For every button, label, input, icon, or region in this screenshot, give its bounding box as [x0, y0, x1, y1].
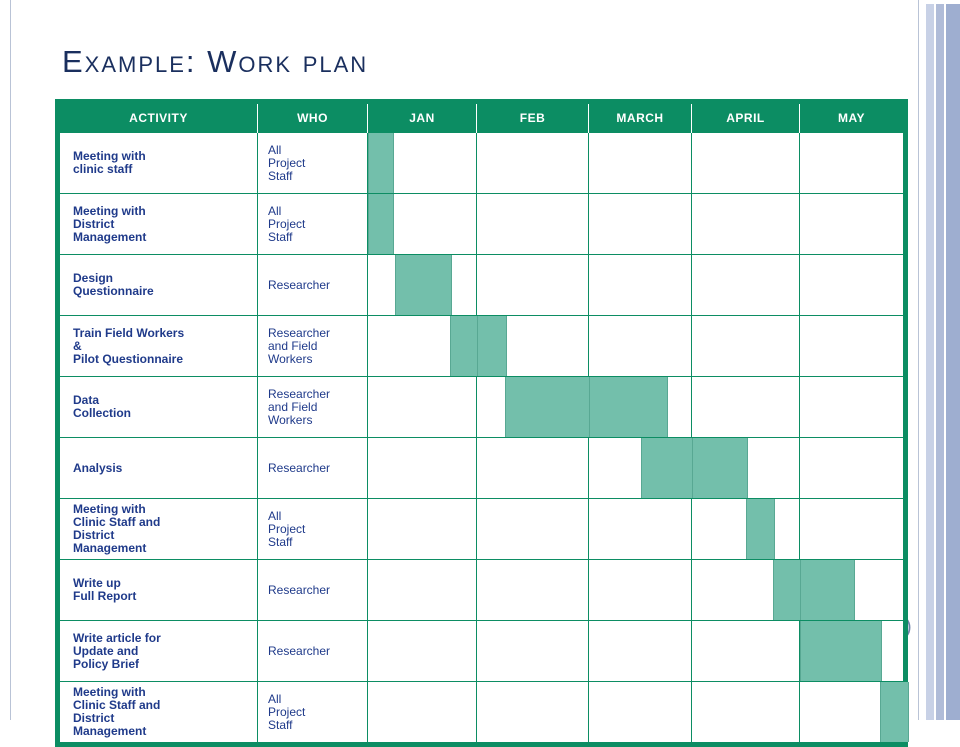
activity-cell: Design Questionnaire [58, 255, 258, 316]
table-row [58, 194, 906, 255]
month-cell-may [800, 499, 906, 560]
table-header-row [58, 102, 906, 133]
gantt-bar [880, 682, 909, 742]
table-row [58, 621, 906, 682]
month-cell-jan [368, 499, 477, 560]
gantt-bar [477, 316, 507, 376]
month-cell-april [692, 377, 800, 438]
month-cell-jan [368, 438, 477, 499]
activity-cell: Analysis [58, 438, 258, 499]
work-plan-table [55, 99, 908, 747]
activity-cell: Write article for Update and Policy Brief [58, 621, 258, 682]
activity-cell: Meeting with District Management [58, 194, 258, 255]
who-cell: All Project Staff [258, 499, 368, 560]
gantt-bar [641, 438, 695, 498]
month-cell-jan [368, 560, 477, 621]
table-row [58, 255, 906, 316]
month-cell-march [589, 255, 692, 316]
month-cell-may [800, 255, 906, 316]
month-cell-april [692, 316, 800, 377]
who-cell: All Project Staff [258, 682, 368, 745]
activity-cell: Meeting with Clinic Staff and District Management [58, 499, 258, 560]
month-cell-march [589, 682, 692, 745]
who-cell: Researcher [258, 621, 368, 682]
month-cell-feb [477, 316, 589, 377]
slide-frame-right [918, 0, 919, 720]
month-cell-march [589, 621, 692, 682]
table-row [58, 133, 906, 194]
month-cell-feb [477, 194, 589, 255]
month-cell-april [692, 499, 800, 560]
gantt-bar [773, 560, 802, 620]
stray-paren-glyph: ) [905, 616, 912, 638]
month-cell-may [800, 560, 906, 621]
month-cell-feb [477, 377, 589, 438]
gantt-bar [368, 133, 394, 193]
who-cell: Researcher [258, 560, 368, 621]
month-cell-march [589, 133, 692, 194]
month-cell-april [692, 438, 800, 499]
gantt-bar [395, 255, 452, 315]
who-cell: Researcher [258, 255, 368, 316]
month-cell-may [800, 133, 906, 194]
month-cell-april [692, 682, 800, 745]
month-cell-jan [368, 194, 477, 255]
gantt-bar [692, 438, 748, 498]
slide-frame-left [10, 0, 11, 720]
month-cell-march [589, 316, 692, 377]
who-cell: All Project Staff [258, 194, 368, 255]
month-cell-april [692, 255, 800, 316]
slide-title: Example: Work plan [62, 44, 369, 79]
table-row [58, 682, 906, 745]
gantt-bar [450, 316, 479, 376]
month-cell-march [589, 377, 692, 438]
activity-cell: Data Collection [58, 377, 258, 438]
column-header-march: MARCH [589, 102, 692, 133]
table-row [58, 316, 906, 377]
month-cell-feb [477, 560, 589, 621]
month-cell-jan [368, 133, 477, 194]
table-row [58, 438, 906, 499]
month-cell-may [800, 316, 906, 377]
gantt-bar [800, 560, 855, 620]
month-cell-april [692, 194, 800, 255]
gantt-bar [368, 194, 394, 254]
month-cell-march [589, 194, 692, 255]
month-cell-april [692, 621, 800, 682]
month-cell-may [800, 621, 906, 682]
month-cell-jan [368, 316, 477, 377]
gantt-bar [800, 621, 882, 681]
column-header-may: MAY [800, 102, 906, 133]
activity-cell: Meeting with clinic staff [58, 133, 258, 194]
month-cell-may [800, 682, 906, 745]
month-cell-feb [477, 133, 589, 194]
month-cell-april [692, 560, 800, 621]
column-header-feb: FEB [477, 102, 589, 133]
slide-side-decoration [926, 0, 960, 720]
who-cell: Researcher and Field Workers [258, 316, 368, 377]
month-cell-jan [368, 682, 477, 745]
month-cell-feb [477, 255, 589, 316]
month-cell-may [800, 377, 906, 438]
column-header-jan: JAN [368, 102, 477, 133]
gantt-bar [505, 377, 591, 437]
gantt-bar [589, 377, 668, 437]
month-cell-feb [477, 621, 589, 682]
table-row [58, 560, 906, 621]
month-cell-jan [368, 255, 477, 316]
month-cell-march [589, 499, 692, 560]
month-cell-feb [477, 499, 589, 560]
activity-cell: Meeting with Clinic Staff and District Management [58, 682, 258, 745]
who-cell: Researcher [258, 438, 368, 499]
month-cell-march [589, 438, 692, 499]
activity-cell: Train Field Workers & Pilot Questionnaire [58, 316, 258, 377]
month-cell-may [800, 438, 906, 499]
who-cell: Researcher and Field Workers [258, 377, 368, 438]
table-row [58, 499, 906, 560]
month-cell-may [800, 194, 906, 255]
month-cell-jan [368, 377, 477, 438]
column-header-activity: ACTIVITY [58, 102, 258, 133]
activity-cell: Write up Full Report [58, 560, 258, 621]
column-header-april: APRIL [692, 102, 800, 133]
month-cell-feb [477, 438, 589, 499]
gantt-bar [746, 499, 775, 559]
month-cell-feb [477, 682, 589, 745]
month-cell-april [692, 133, 800, 194]
month-cell-march [589, 560, 692, 621]
who-cell: All Project Staff [258, 133, 368, 194]
column-header-who: WHO [258, 102, 368, 133]
table-row [58, 377, 906, 438]
month-cell-jan [368, 621, 477, 682]
